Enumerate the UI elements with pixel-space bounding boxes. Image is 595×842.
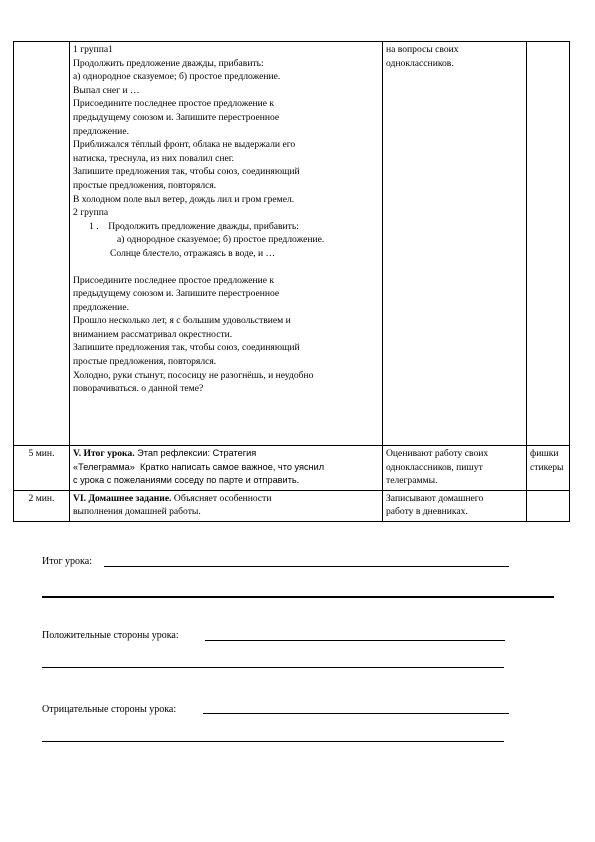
time-cell <box>14 446 70 491</box>
text-line: предложение. <box>73 301 129 313</box>
time-cell <box>14 490 70 521</box>
lesson-plan-table <box>13 41 570 522</box>
numbered-item: 1 . Продолжить предложение дважды, прибавить: <box>89 220 299 232</box>
time-cell <box>14 42 70 446</box>
time-value: 5 мин. <box>28 448 55 459</box>
text-line: простые предложения, повторялся. <box>73 179 217 191</box>
text-line: фишки <box>530 448 559 459</box>
text-line: Выпал снег и … <box>73 84 140 96</box>
text-line: Прошло несколько лет, я с большим удовольствием и <box>73 315 291 327</box>
section-heading: VI. Домашнее задание. <box>73 492 172 504</box>
text-line: Присоедините последнее простое предложение к <box>73 98 275 110</box>
spacer <box>73 261 379 274</box>
activity-cell <box>70 446 383 491</box>
text-line: работу в дневниках. <box>386 506 468 518</box>
text-line: натиска, треснула, из них повалил снег. <box>73 152 234 164</box>
sentence: Солнце блестело, отражаясь в воде, и … <box>110 247 276 259</box>
time-value: 2 мин. <box>28 492 55 504</box>
text-line: предложение. <box>73 125 129 137</box>
student-activity-cell <box>383 490 527 521</box>
text-line: одноклассников. <box>386 57 454 69</box>
text-line: Приближался тёплый фронт, облака не выдержали его <box>73 139 296 151</box>
text-line: предыдущему союзом и. Запишите перестроенное <box>73 111 280 123</box>
activity-cell <box>70 490 383 521</box>
student-activity-cell <box>383 446 527 491</box>
text-line: Записывают домашнего <box>386 492 484 504</box>
text-line: стикеры <box>530 461 564 473</box>
text-line: Присоедините последнее простое предложение к <box>73 274 275 286</box>
text-line: предыдущему союзом и. Запишите перестроенное <box>73 288 280 300</box>
text-line: «Телеграмма» Кратко написать самое важное, что уяснил <box>73 461 325 472</box>
text-line: Запишите предложения так, чтобы союз, соединяющий <box>73 166 300 178</box>
sub-item: а) однородное сказуемое; б) простое предложение. <box>117 234 325 246</box>
text-line: на вопросы своих <box>386 44 459 55</box>
text-line: Холодно, руки стынут, пососицу не разогнёшь, и неудобно <box>73 369 314 381</box>
text-line: простые предложения, повторялся. <box>73 356 217 368</box>
text-line: поворачиваться. о данной теме? <box>73 383 204 395</box>
fill-in-line <box>203 713 509 714</box>
text-line: 2 группа <box>73 207 109 219</box>
text-line: телеграммы. <box>386 475 438 487</box>
positive-aspects-label: Положительные стороны урока: <box>42 630 179 641</box>
text-line: с урока с пожеланиями соседу по парте и отправить. <box>73 475 300 486</box>
text-line: Объясняет особенности <box>171 492 272 504</box>
text-line: 1 группа1 <box>73 44 113 55</box>
activity-cell <box>70 42 383 446</box>
table-row <box>14 42 570 446</box>
student-activity-cell <box>383 42 527 446</box>
text-line: а) однородное сказуемое; б) простое предложение. <box>73 71 281 83</box>
section-heading: V. Итог урока. <box>73 448 135 459</box>
resources-cell <box>527 490 570 521</box>
text-line: Этап рефлексии: Стратегия <box>134 448 257 458</box>
text-line: В холодном поле выл ветер, дождь лил и гром гремел. <box>73 193 295 205</box>
fill-in-line <box>42 667 504 668</box>
negative-aspects-label: Отрицательные стороны урока: <box>42 704 177 715</box>
fill-in-line <box>104 566 509 567</box>
resources-cell <box>527 446 570 491</box>
resources-cell <box>527 42 570 446</box>
lesson-result-label: Итог урока: <box>42 556 92 567</box>
text-line: Запишите предложения так, чтобы союз, соединяющий <box>73 342 300 354</box>
text-line: одноклассников, пишут <box>386 461 483 473</box>
table-row <box>14 490 570 521</box>
fill-in-line <box>42 741 504 742</box>
text-line: Оценивают работу своих <box>386 448 489 459</box>
divider <box>42 596 554 598</box>
table-row <box>14 446 570 491</box>
text-line: выполнения домашней работы. <box>73 506 201 518</box>
fill-in-line <box>205 640 505 641</box>
text-line: вниманием рассматривал окрестности. <box>73 328 233 340</box>
text-line: Продолжить предложение дважды, прибавить: <box>73 57 264 69</box>
